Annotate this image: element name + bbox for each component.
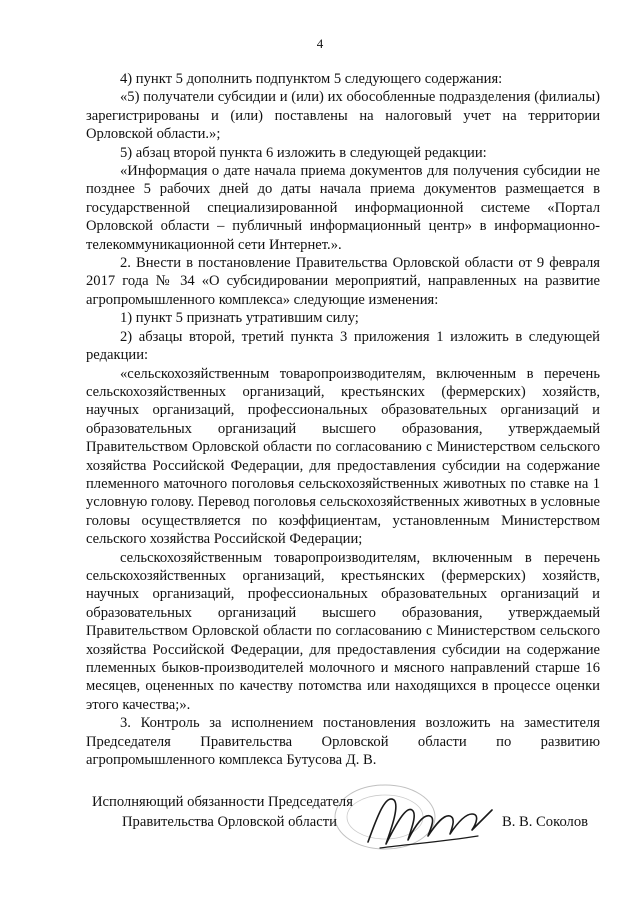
paragraph: 2. Внести в постановление Правительства Орловской области от 9 февраля 2017 года № 34 «О субсидировании мероприятий, направленных на развитие агропромышленного комплекса» следующие изменения:: [86, 255, 600, 308]
handwritten-signature-icon: [360, 784, 500, 854]
paragraph: 5) абзац второй пункта 6 изложить в следующей редакции:: [120, 144, 487, 161]
paragraph: «Информация о дате начала приема документов для получения субсидии не позднее 5 рабочих дней до даты начала приема документов размещается в государственной специализированной информационной системе «Портал Орловской области – публичный информационный центр» в информационно-телекоммуникационной сети Интернет.».: [86, 163, 600, 253]
paragraph: «сельскохозяйственным товаропроизводителям, включенным в перечень сельскохозяйственных организаций, крестьянских (фермерских) хозяйств, научных организаций, профессиональных образовательных организаций и образовательных организаций высшего образования, утверждаемый Правительством Орловской области по согласованию с Министерством сельского хозяйства Российской Федерации, для предоставления субсидии на содержание племенного маточного поголовья сельскохозяйственных животных по ставке на 1 условную голову. Перевод поголовья сельскохозяйственных животных в условные головы осуществляется по коэффициентам, установленным Министерством сельского хозяйства Российской Федерации;: [86, 365, 600, 548]
paragraph: 3. Контроль за исполнением постановления возложить на заместителя Председателя Правительства Орловской области по развитию агропромышленного комплекса Бутусова Д. В.: [86, 715, 600, 769]
paragraph: 1) пункт 5 признать утратившим силу;: [120, 310, 359, 327]
document-body: [86, 70, 600, 769]
signatory-title-line2: Правительства Орловской области: [122, 814, 337, 830]
signatory-title-line1: Исполняющий обязанности Председателя: [92, 794, 353, 810]
signatory-name: В. В. Соколов: [502, 814, 589, 830]
paragraph: сельскохозяйственным товаропроизводителям, включенным в перечень сельскохозяйственных организаций, крестьянских (фермерских) хозяйств, научных организаций, профессиональных образовательных организаций и образовательных организаций высшего образования, утверждаемый Правительством Орловской области по согласованию с Министерством сельского хозяйства Российской Федерации, для предоставления субсидии на содержание племенных быков-производителей молочного и мясного направлений старше 16 месяцев, оцененных по качеству потомства или находящихся в процессе оценки этого качества;».: [86, 549, 600, 713]
signature-block: [0, 790, 640, 850]
paragraph: 4) пункт 5 дополнить подпунктом 5 следующего содержания:: [120, 71, 503, 87]
paragraph: «5) получатели субсидии и (или) их обособленные подразделения (филиалы) зарегистрированы и (или) поставлены на налоговый учет на территории Орловской области.»;: [86, 89, 600, 143]
paragraph: 2) абзацы второй, третий пункта 3 приложения 1 изложить в следующей редакции:: [86, 328, 600, 364]
page-number: 4: [316, 36, 324, 51]
